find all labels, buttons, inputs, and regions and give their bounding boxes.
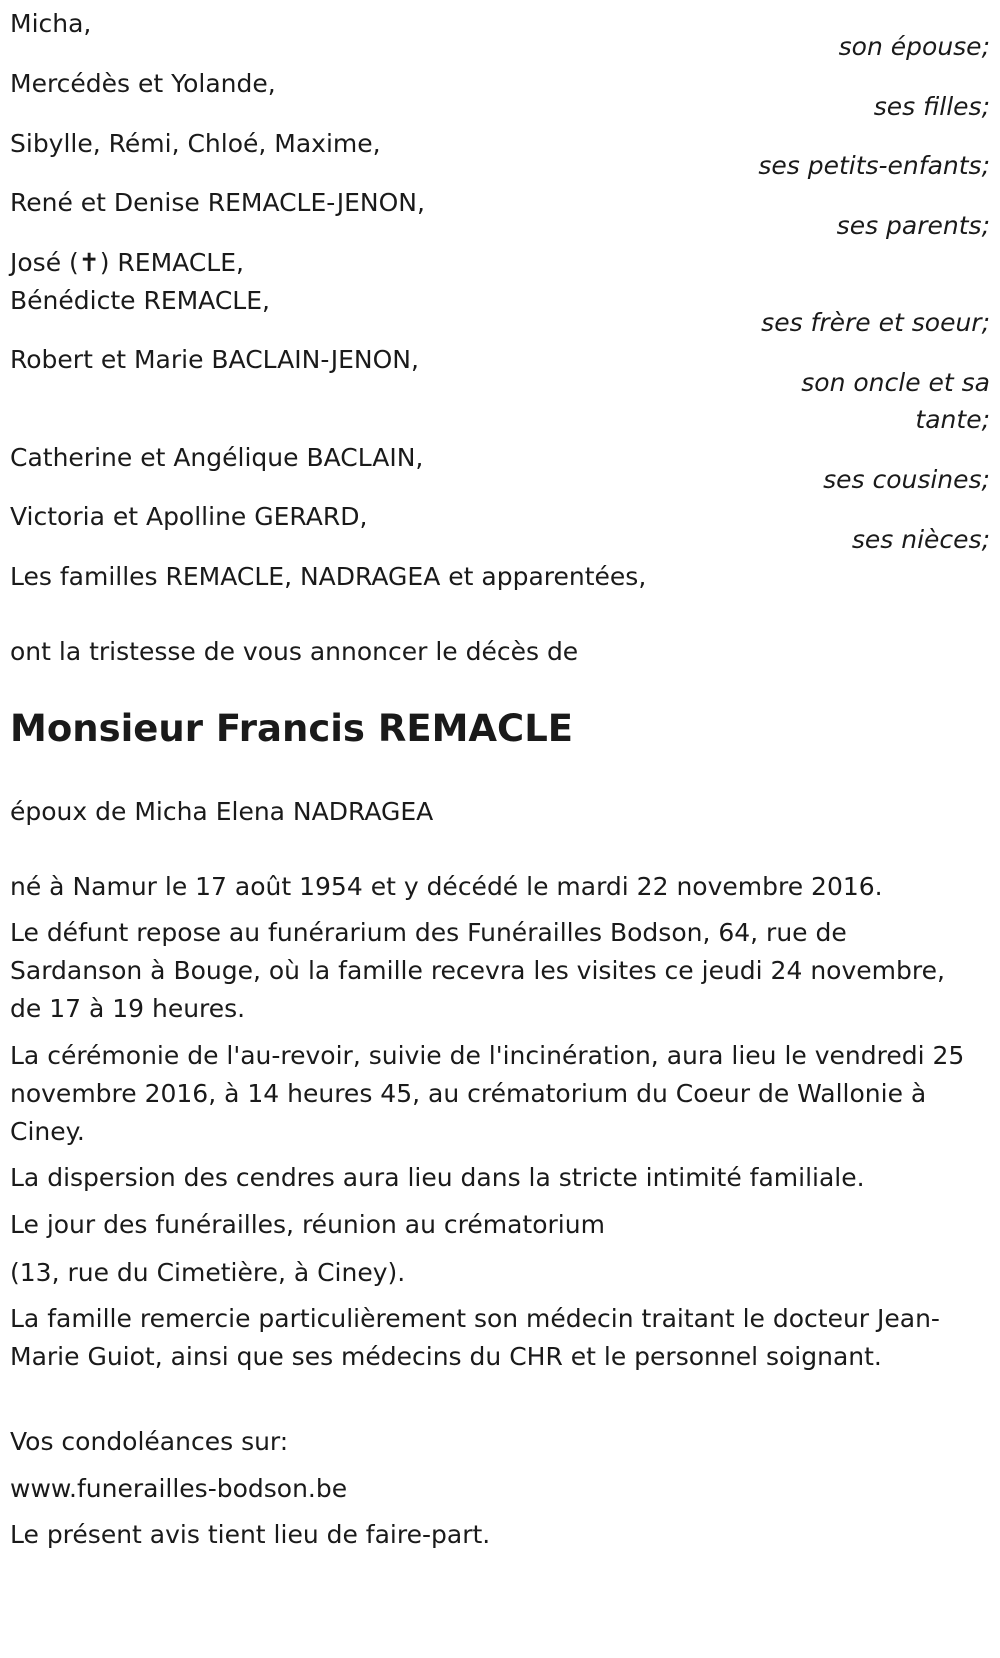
relation-uncle-aunt-line2: tante; [915, 405, 990, 434]
thanks-paragraph: La famille remercie particulièrement son médecin traitant le docteur Jean-Marie Guiot, ainsi que ses médecins du CHR et le personnel soignant. [10, 1304, 940, 1371]
relation-uncle-aunt-line1: son oncle et sa [801, 368, 990, 397]
relation-nieces: ses nièces; [851, 525, 990, 554]
family-names-nieces: Victoria et Apolline GERARD, [10, 502, 368, 531]
family-names-cousins: Catherine et Angélique BACLAIN, [10, 443, 424, 472]
family-names-daughters: Mercédès et Yolande, [10, 69, 276, 98]
family-names-parents: René et Denise REMACLE-JENON, [10, 188, 425, 217]
relation-grandchildren: ses petits-enfants; [758, 151, 990, 180]
visitation-paragraph: Le défunt repose au funérarium des Funérailles Bodson, 64, rue de Sardanson à Bouge, où la famille recevra les visites ce jeudi 24 novembre, de 17 à 19 heures. [10, 918, 945, 1023]
family-names-spouse: Micha, [10, 9, 92, 38]
relation-parents: ses parents; [836, 211, 990, 240]
ashes-paragraph: La dispersion des cendres aura lieu dans la stricte intimité familiale. [10, 1163, 865, 1192]
family-names-families: Les familles REMACLE, NADRAGEA et apparentées, [10, 562, 647, 591]
relation-daughters: ses filles; [873, 92, 990, 121]
crematorium-address: (13, rue du Cimetière, à Ciney). [10, 1258, 406, 1287]
relation-cousins: ses cousines; [823, 465, 990, 494]
ceremony-paragraph: La cérémonie de l'au-revoir, suivie de l'incinération, aura lieu le vendredi 25 novembre 2016, à 14 heures 45, au crématorium du Coeur de Wallonie à Ciney. [10, 1041, 965, 1146]
deceased-name: Monsieur Francis REMACLE [10, 707, 574, 750]
family-names-grandchildren: Sibylle, Rémi, Chloé, Maxime, [10, 129, 381, 158]
condolences-label: Vos condoléances sur: [10, 1427, 289, 1456]
condolences-link[interactable]: www.funerailles-bodson.be [10, 1474, 348, 1503]
family-names-uncle-aunt: Robert et Marie BACLAIN-JENON, [10, 345, 419, 374]
spouse-line: époux de Micha Elena NADRAGEA [10, 797, 434, 826]
family-names-brother: José (✝) REMACLE, [10, 248, 244, 277]
relation-siblings: ses frère et soeur; [761, 308, 990, 337]
meeting-paragraph: Le jour des funérailles, réunion au crématorium [10, 1210, 605, 1239]
birth-death-paragraph: né à Namur le 17 août 1954 et y décédé le mardi 22 novembre 2016. [10, 872, 883, 901]
family-names-sister: Bénédicte REMACLE, [10, 286, 270, 315]
closing-note: Le présent avis tient lieu de faire-part. [10, 1520, 491, 1549]
announcement-text: ont la tristesse de vous annoncer le décès de [10, 637, 579, 666]
relation-spouse: son épouse; [838, 32, 990, 61]
